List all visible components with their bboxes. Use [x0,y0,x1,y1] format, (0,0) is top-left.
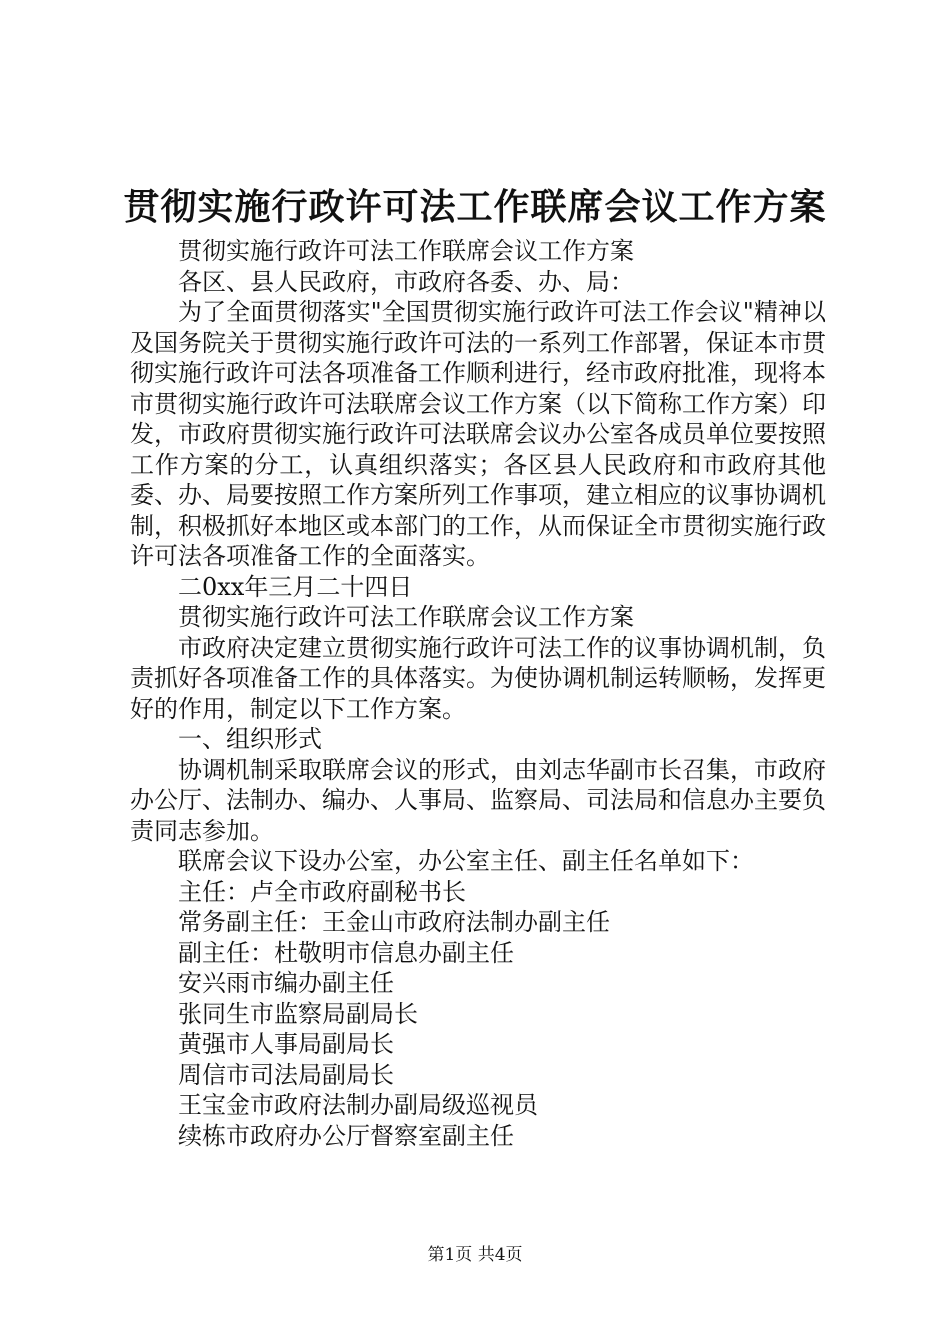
list-item: 续栋市政府办公厅督察室副主任 [178,1121,514,1150]
list-item: 黄强市人事局副局长 [178,1030,394,1058]
paragraph-plan-intro: 市政府决定建立贯彻实施行政许可法工作的议事协调机制，负责抓好各项准备工作的具体落实。为使协调机制运转顺畅，发挥更好的作用，制定以下工作方案。 [130,633,826,723]
list-item: 安兴雨市编办副主任 [178,969,394,997]
paragraph-organization-body: 协调机制采取联席会议的形式，由刘志华副市长召集，市政府办公厅、法制办、编办、人事局、监察局、司法局和信息办主要负责同志参加。 [130,755,826,845]
paragraph-date: 二0xx年三月二十四日 [178,572,413,601]
paragraph-plan-heading: 贯彻实施行政许可法工作联席会议工作方案 [178,603,634,631]
section-heading-organization: 一、组织形式 [178,725,322,753]
list-item: 周信市司法局副局长 [178,1060,394,1089]
list-item-deputy: 副主任：杜敬明市信息办副主任 [178,938,514,967]
paragraph-subtitle: 贯彻实施行政许可法工作联席会议工作方案 [178,237,634,265]
list-item: 王宝金市政府法制办副局级巡视员 [178,1091,538,1119]
list-item-executive-deputy: 常务副主任：王金山市政府法制办副主任 [178,908,610,936]
document-title: 贯彻实施行政许可法工作联席会议工作方案 [123,187,827,228]
paragraph-addressee: 各区、县人民政府，市政府各委、办、局： [178,267,634,296]
document-body [130,236,826,1151]
list-item-director: 主任：卢全市政府副秘书长 [178,877,466,906]
paragraph-office-intro: 联席会议下设办公室，办公室主任、副主任名单如下： [178,847,754,875]
page-footer: 第1页 共4页 [427,1245,523,1265]
paragraph-notice-body: 为了全面贯彻落实"全国贯彻实施行政许可法工作会议"精神以及国务院关于贯彻实施行政许可法的一系列工作部署，保证本市贯彻实施行政许可法各项准备工作顺利进行，经市政府批准，现将本市贯彻实施行政许可法联席会议工作方案（以下简称工作方案）印发，市政府贯彻实施行政许可法联席会议办公室各成员单位要按照工作方案的分工，认真组织落实；各区县人民政府和市政府其他委、办、局要按照工作方案所列工作事项，建立相应的议事协调机制，积极抓好本地区或本部门的工作，从而保证全市贯彻实施行政许可法各项准备工作的全面落实。 [130,298,826,570]
list-item: 张同生市监察局副局长 [178,999,418,1028]
